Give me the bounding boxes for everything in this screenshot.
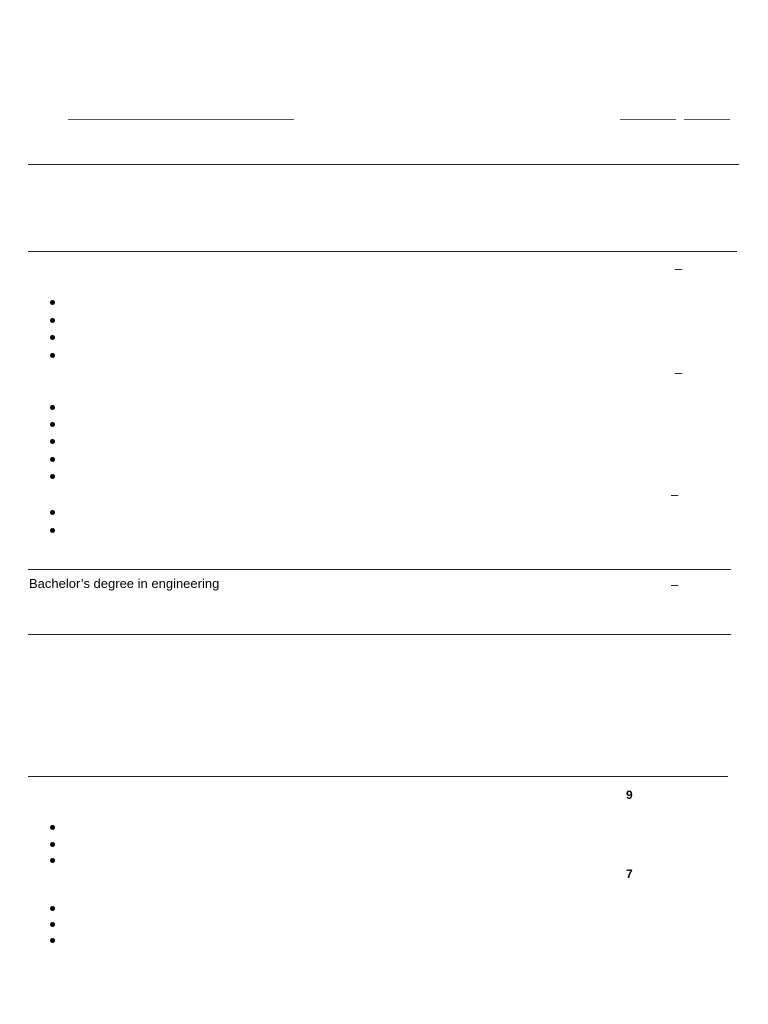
job-date-separator-2: – xyxy=(675,365,683,380)
list-bullet xyxy=(50,510,55,515)
experience-divider xyxy=(28,569,731,570)
list-bullet xyxy=(50,938,55,943)
job-date-separator-1: – xyxy=(675,261,683,276)
profile-link[interactable] xyxy=(68,104,294,118)
list-bullet xyxy=(50,922,55,927)
job-date-separator-3: – xyxy=(671,487,679,502)
education-divider xyxy=(28,634,731,635)
list-bullet xyxy=(50,439,55,444)
education-date-separator: – xyxy=(671,577,679,592)
skills-divider xyxy=(28,776,728,777)
summary-divider xyxy=(28,251,737,252)
education-degree: Bachelor’s degree in engineering xyxy=(29,576,220,591)
profile-link-underline xyxy=(68,119,294,120)
list-bullet xyxy=(50,842,55,847)
skill-rating-1: 9 xyxy=(626,788,633,802)
contact-link-a-underline xyxy=(620,119,676,120)
header-divider xyxy=(28,164,739,165)
skill-rating-2: 7 xyxy=(626,867,633,881)
contact-link-b[interactable] xyxy=(684,104,730,118)
list-bullet xyxy=(50,422,55,427)
list-bullet xyxy=(50,906,55,911)
contact-link-a[interactable] xyxy=(620,104,676,118)
list-bullet xyxy=(50,825,55,830)
list-bullet xyxy=(50,353,55,358)
list-bullet xyxy=(50,405,55,410)
list-bullet xyxy=(50,858,55,863)
contact-link-b-underline xyxy=(684,119,730,120)
list-bullet xyxy=(50,335,55,340)
list-bullet xyxy=(50,318,55,323)
list-bullet xyxy=(50,528,55,533)
list-bullet xyxy=(50,457,55,462)
list-bullet xyxy=(50,474,55,479)
list-bullet xyxy=(50,300,55,305)
